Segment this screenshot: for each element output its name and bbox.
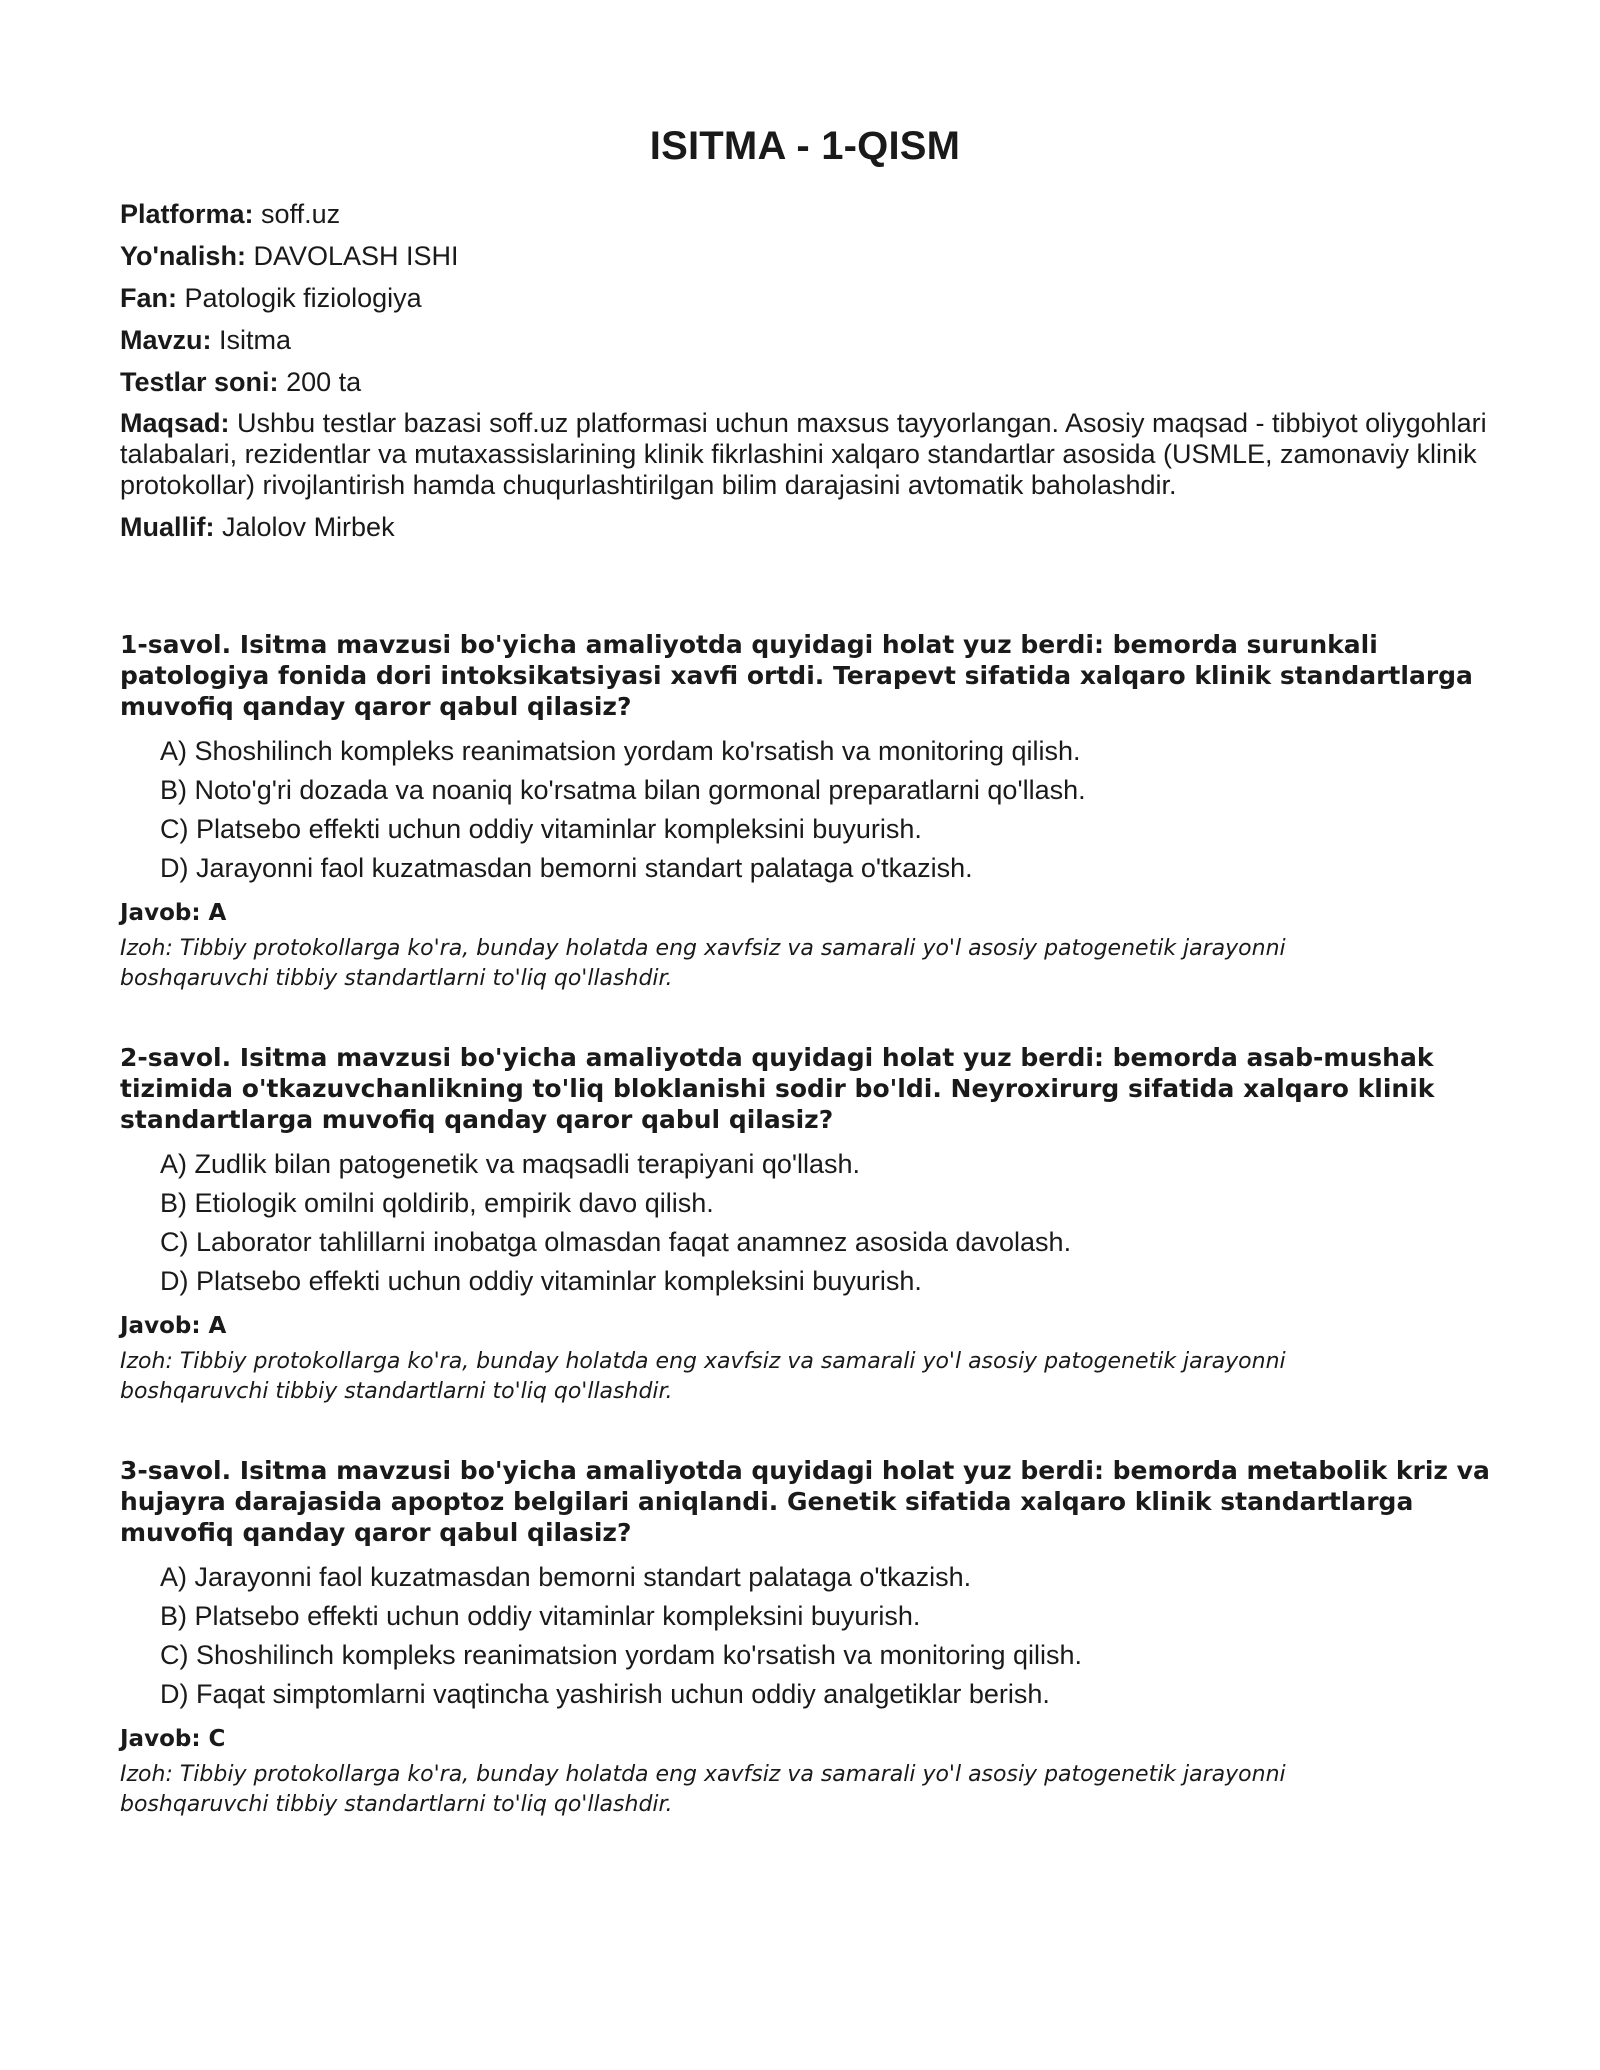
meta-direction-label: Yo'nalish: [120, 241, 246, 271]
document-page [120, 0, 1490, 1868]
meta-test-count [120, 366, 1490, 398]
answer-options [160, 732, 1490, 888]
meta-test-count-label: Testlar soni: [120, 367, 279, 397]
option-d: D) Platsebo effekti uchun oddiy vitaminlar kompleksini buyurish. [160, 1266, 922, 1296]
meta-goal-label: Maqsad: [120, 408, 230, 438]
meta-subject-label: Fan: [120, 283, 177, 313]
option-d: D) Faqat simptomlarni vaqtincha yashirish uchun oddiy analgetiklar berish. [160, 1679, 1050, 1709]
option-c: C) Laborator tahlillarni inobatga olmasdan faqat anamnez asosida davolash. [160, 1227, 1072, 1257]
option-d: D) Jarayonni faol kuzatmasdan bemorni standart palataga o'tkazish. [160, 853, 973, 883]
page-title: ISITMA - 1-QISM [649, 124, 961, 168]
meta-subject [120, 282, 1490, 314]
question-block [120, 1455, 1490, 1820]
meta-subject-value: Patologik fiziologiya [184, 283, 422, 313]
meta-goal-value: Ushbu testlar bazasi soff.uz platformasi uchun maxsus tayyorlangan. Asosiy maqsad - tibbiyot oliygohlari talabalari, rezidentlar va mutaxassislarining klinik fikrlashini xalqaro standartlar asosida (USMLE, zamonaviy klinik protokollar) rivojlantirish hamda chuqurlashtirilgan bilim darajasini avtomatik baholashdir. [120, 408, 1487, 500]
option-a: A) Shoshilinch kompleks reanimatsion yordam ko'rsatish va monitoring qilish. [160, 736, 1081, 766]
question-text: 3-savol. Isitma mavzusi bo'yicha amaliyotda quyidagi holat yuz berdi: bemorda metabolik kriz va hujayra darajasida apoptoz belgilari aniqlandi. Genetik sifatida xalqaro klinik standartlarga muvofiq qanday qaror qabul qilasiz? [120, 1456, 1490, 1547]
question-list [120, 629, 1490, 1820]
option-c: C) Shoshilinch kompleks reanimatsion yordam ko'rsatish va monitoring qilish. [160, 1640, 1083, 1670]
meta-platform-value: soff.uz [261, 199, 341, 229]
meta-author [120, 511, 1490, 543]
correct-answer: Javob: A [120, 900, 227, 926]
document-metadata [120, 198, 1490, 543]
meta-topic-label: Mavzu: [120, 325, 212, 355]
correct-answer: Javob: C [120, 1726, 226, 1752]
option-b: B) Platsebo effekti uchun oddiy vitaminlar kompleksini buyurish. [160, 1601, 921, 1631]
question-text: 2-savol. Isitma mavzusi bo'yicha amaliyotda quyidagi holat yuz berdi: bemorda asab-mushak tizimida o'tkazuvchanlikning to'liq bloklanishi sodir bo'ldi. Neyroxirurg sifatida xalqaro klinik standartlarga muvofiq qanday qaror qabul qilasiz? [120, 1043, 1435, 1134]
meta-test-count-value: 200 ta [286, 367, 362, 397]
answer-explanation: Izoh: Tibbiy protokollarga ko'ra, bunday holatda eng xavfsiz va samarali yo'l asosiy patogenetik jarayonni boshqaruvchi tibbiy standartlarni to'liq qo'llashdir. [120, 1349, 1286, 1404]
meta-topic-value: Isitma [219, 325, 292, 355]
answer-options [160, 1145, 1490, 1301]
option-b: B) Etiologik omilni qoldirib, empirik davo qilish. [160, 1188, 714, 1218]
question-text: 1-savol. Isitma mavzusi bo'yicha amaliyotda quyidagi holat yuz berdi: bemorda surunkali patologiya fonida dori intoksikatsiyasi xavfi ortdi. Terapevt sifatida xalqaro klinik standartlarga muvofiq qanday qaror qabul qilasiz? [120, 630, 1473, 721]
option-b: B) Noto'g'ri dozada va noaniq ko'rsatma bilan gormonal preparatlarni qo'llash. [160, 775, 1086, 805]
option-a: A) Jarayonni faol kuzatmasdan bemorni standart palataga o'tkazish. [160, 1562, 972, 1592]
answer-explanation: Izoh: Tibbiy protokollarga ko'ra, bunday holatda eng xavfsiz va samarali yo'l asosiy patogenetik jarayonni boshqaruvchi tibbiy standartlarni to'liq qo'llashdir. [120, 1762, 1286, 1817]
question-block [120, 629, 1490, 994]
answer-explanation: Izoh: Tibbiy protokollarga ko'ra, bunday holatda eng xavfsiz va samarali yo'l asosiy patogenetik jarayonni boshqaruvchi tibbiy standartlarni to'liq qo'llashdir. [120, 936, 1286, 991]
correct-answer: Javob: A [120, 1313, 227, 1339]
meta-author-label: Muallif: [120, 512, 215, 542]
meta-author-value: Jalolov Mirbek [222, 512, 395, 542]
meta-platform-label: Platforma: [120, 199, 254, 229]
answer-options [160, 1558, 1490, 1714]
question-block [120, 1042, 1490, 1407]
option-a: A) Zudlik bilan patogenetik va maqsadli terapiyani qo'llash. [160, 1149, 861, 1179]
meta-topic [120, 324, 1490, 356]
meta-platform [120, 198, 1490, 230]
option-c: C) Platsebo effekti uchun oddiy vitaminlar kompleksini buyurish. [160, 814, 922, 844]
meta-goal [120, 408, 1490, 501]
meta-direction [120, 240, 1490, 272]
meta-direction-value: DAVOLASH ISHI [253, 241, 459, 271]
